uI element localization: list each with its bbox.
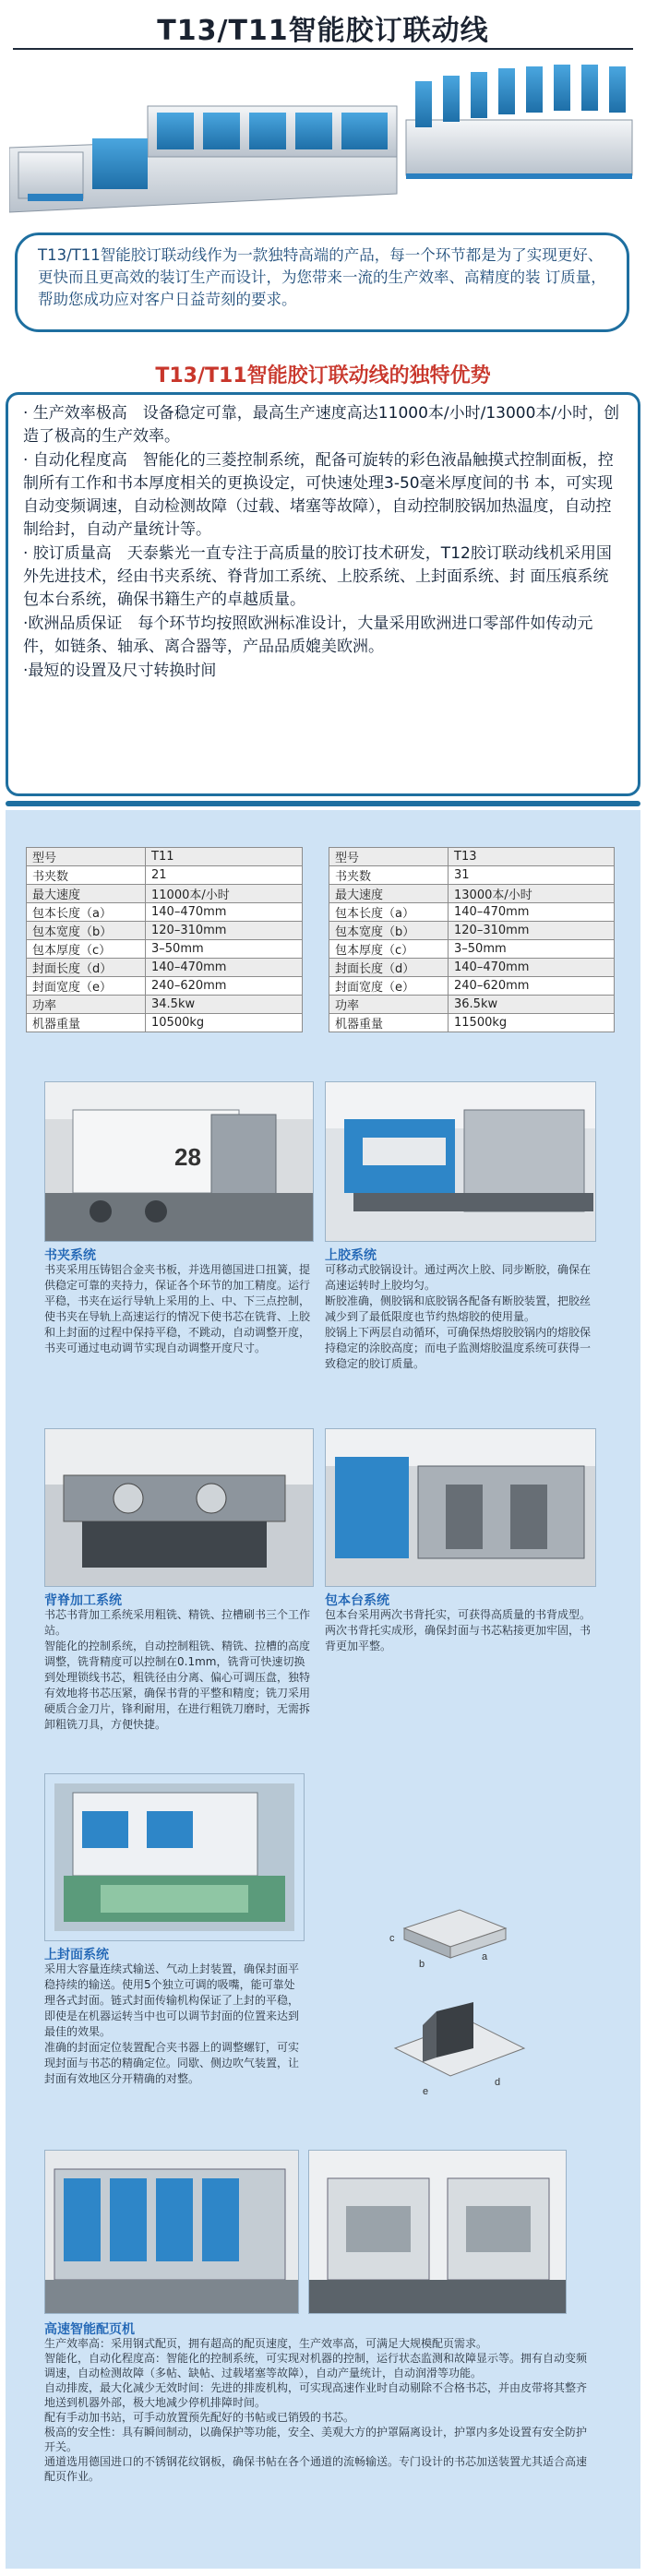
advantage-setup-time: ·最短的设置及尺寸转换时间	[23, 662, 217, 680]
production-line-image	[9, 55, 637, 226]
spec-value: 120–310mm	[449, 922, 615, 940]
spec-value: 31	[449, 866, 615, 885]
spec-value: 140–470mm	[146, 959, 303, 977]
spec-value: 10500kg	[146, 1014, 303, 1032]
spec-label: 封面长度（d）	[329, 959, 449, 977]
clamp-number-label: 28	[174, 1143, 201, 1171]
spec-value: 36.5kw	[449, 996, 615, 1014]
page-title: T13/T11智能胶订联动线	[157, 15, 489, 47]
title-divider	[13, 48, 633, 50]
glue-text: 可移动式胶锅设计。通过两次上胶、同步断胶，确保在高速运转时上胶均匀。 断胶准确，侧胶锅和底胶锅各配备有断胶装置，把胶丝减少到了最低限度也节约热熔胶的使用量。 胶锅上下两层自动循环，可确保热熔胶胶锅内的熔胶保持稳定的涂胶高度；而电子监测熔胶温度系统可获得一致稳定的胶订质量。	[325, 1263, 592, 1370]
spec-label: 包本宽度（b）	[329, 922, 449, 940]
spec-label: 封面宽度（e）	[27, 977, 146, 996]
spec-label: 书夹数	[27, 866, 146, 885]
spec-label: 包本宽度（b）	[27, 922, 146, 940]
spec-value: 11500kg	[449, 1014, 615, 1032]
spec-label: 包本厚度（c）	[329, 940, 449, 959]
spine-title: 背脊加工系统	[44, 1593, 122, 1608]
spec-value: T11	[146, 848, 303, 866]
advantage-european-quality: ·欧洲品质保证 每个环节均按照欧洲标准设计，大量采用欧洲进口零部件如传动元件，如链条、轴承、离合器等，产品品质媲美欧洲。	[23, 614, 593, 656]
spec-value: 3–50mm	[146, 940, 303, 959]
cover-title: 上封面系统	[44, 1948, 109, 1962]
spine-processing-photo	[44, 1428, 314, 1587]
cover-feeding-photo	[44, 1773, 305, 1941]
spec-label: 书夹数	[329, 866, 449, 885]
dim-label-a: a	[482, 1951, 488, 1962]
book-dimension-diagram	[386, 1901, 533, 2113]
spec-value: 140–470mm	[449, 959, 615, 977]
clamp-text: 书夹采用压铸铝合金夹书板，并选用德国进口扭簧，提供稳定可靠的夹持力，保证各个环节的加工精度。运行平稳，书夹在运行导轨上采用的上、中、下三点控制，使书夹在导轨上高速运行的情况下使书芯在铣背、上胶和上封面的过程中保持平稳，不跳动，自动调整开度，书夹可通过电动调节实现自动调整开度尺寸。	[44, 1263, 311, 1354]
dim-label-b: b	[419, 1959, 425, 1970]
spec-value: 21	[146, 866, 303, 885]
spec-value: 240–620mm	[146, 977, 303, 996]
spec-label: 包本长度（a）	[329, 903, 449, 922]
spec-value: 11000本/小时	[146, 885, 303, 903]
advantage-automation: · 自动化程度高 智能化的三菱控制系统，配备可旋转的彩色液晶触摸式控制面板，控制所有工作和书本厚度相关的更换设定，可快速处理3-50毫米厚度间的书 本，可实现自动变频调速，自动检测故障（过载、堵塞等故障），自动控制胶锅加热温度，自动控制给封，自动产量统计等。	[23, 451, 614, 539]
spec-value: 240–620mm	[449, 977, 615, 996]
advantages-box	[6, 392, 640, 796]
advantages-box-footer	[6, 801, 640, 806]
spec-label: 最大速度	[329, 885, 449, 903]
spec-label: 型号	[27, 848, 146, 866]
cover-text: 采用大容量连续式输送、气动上封装置，确保封面平稳持续的输送。使用5个独立可调的吸嘴，能可靠处理各式封面。链式封面传输机构保证了上封的平稳，即使是在机器运转当中也可以调节封面的位置来达到最佳的效果。 准确的封面定位装置配合夹书器上的调整螺钉，可实现封面与书芯的精确定位。同歇、侧边吹气装置，让封面有效地区分开精确的对整。	[44, 1962, 300, 2085]
spec-value: 140–470mm	[449, 903, 615, 922]
spec-label: 最大速度	[27, 885, 146, 903]
spine-text: 书芯书背加工系统采用粗铣、精铣、拉槽刷书三个工作站。 智能化的控制系统，自动控制粗铣、精铣、拉槽的高度调整，铣背精度可以控制在0.1mm，铣背可快速切换到处理锁线书芯，粗铣径由分离、偏心可调压盘，独特有效地将书芯压紧，确保书背的平整和精度；铣刀采用硬质合金刀片，锋利耐用，在进行粗铣刀磨时，无需拆卸粗铣刀具，方便快捷。	[44, 1608, 311, 1731]
spec-label: 机器重量	[329, 1014, 449, 1032]
spec-label: 功率	[329, 996, 449, 1014]
dim-label-e: e	[423, 2086, 429, 2097]
glue-title: 上胶系统	[325, 1248, 377, 1263]
advantage-efficiency: · 生产效率极高 设备稳定可靠，最高生产速度高达11000本/小时/13000本/小时，创造了极高的生产效率。	[23, 404, 620, 446]
spec-value: 140–470mm	[146, 903, 303, 922]
spec-label: 封面长度（d）	[27, 959, 146, 977]
gatherer-photo-left	[44, 2150, 299, 2314]
spec-table-t13	[329, 847, 615, 1032]
wrapping-station-photo	[325, 1428, 596, 1587]
spec-label: 包本厚度（c）	[27, 940, 146, 959]
spec-table-t11	[26, 847, 303, 1032]
book-clamp-photo	[44, 1081, 314, 1242]
intro-box: T13/T11智能胶订联动线作为一款独特高端的产品，每一个环节都是为了实现更好、更快而且更高效的装订生产而设计，为您带来一流的生产效率、高精度的装 订质量，帮助您成功应对客户日益苛刻的要求。	[15, 233, 629, 332]
spec-label: 功率	[27, 996, 146, 1014]
wrap-title: 包本台系统	[325, 1593, 389, 1608]
spec-value: T13	[449, 848, 615, 866]
spec-value: 120–310mm	[146, 922, 303, 940]
advantages-heading: T13/T11智能胶订联动线的独特优势	[155, 364, 491, 388]
clamp-title: 书夹系统	[44, 1248, 96, 1263]
gatherer-text: 生产效率高：采用钢式配页，拥有超高的配页速度，生产效率高，可满足大规模配页需求。 智能化，自动化程度高：智能化的控制系统，可实现对机器的控制，运行状态监测和故障显示等。拥有自动变频调速，自动检测故障（多帖、缺帖、过载堵塞等故障），自动产量统计，自动润滑等功能。 自动排废，最大化减少无效时间：先进的排废机构，可实现高速作业时自动剔除不合格书芯，并由皮带将其整齐地送到机器外部，极大地减少停机排障时间。 配有手动加书站，可手动放置预先配好的书帖或已销毁的书芯。 极高的安全性：具有瞬间制动，以确保护等功能，安全、美观大方的护罩隔离设计，护罩内多处设置有安全防护开关。 通道选用德国进口的不锈钢花纹钢板，确保书帖在各个通道的流畅输送。专门设计的书芯加送装置尤其适合高速配页作业。	[44, 2337, 588, 2483]
spec-value: 34.5kw	[146, 996, 303, 1014]
wrap-text: 包本台采用两次书背托实，可获得高质量的书背成型。 两次书背托实成形，确保封面与书芯粘接更加牢固，书背更加平整。	[325, 1608, 592, 1652]
spec-label: 机器重量	[27, 1014, 146, 1032]
gatherer-photo-right	[308, 2150, 567, 2314]
spec-value: 13000本/小时	[449, 885, 615, 903]
advantage-quality: · 胶订质量高 天泰紫光一直专注于高质量的胶订技术研发，T12胶订联动线机采用国外先进技术，经由书夹系统、脊背加工系统、上胶系统、上封面系统、封 面压痕系统包本台系统，确保书籍生产的卓越质量。	[23, 544, 612, 609]
spec-label: 包本长度（a）	[27, 903, 146, 922]
gatherer-title: 高速智能配页机	[44, 2322, 135, 2337]
spec-value: 3–50mm	[449, 940, 615, 959]
dim-label-d: d	[495, 2077, 501, 2088]
spec-label: 封面宽度（e）	[329, 977, 449, 996]
glue-system-photo	[325, 1081, 596, 1242]
spec-label: 型号	[329, 848, 449, 866]
dim-label-c: c	[389, 1933, 395, 1944]
